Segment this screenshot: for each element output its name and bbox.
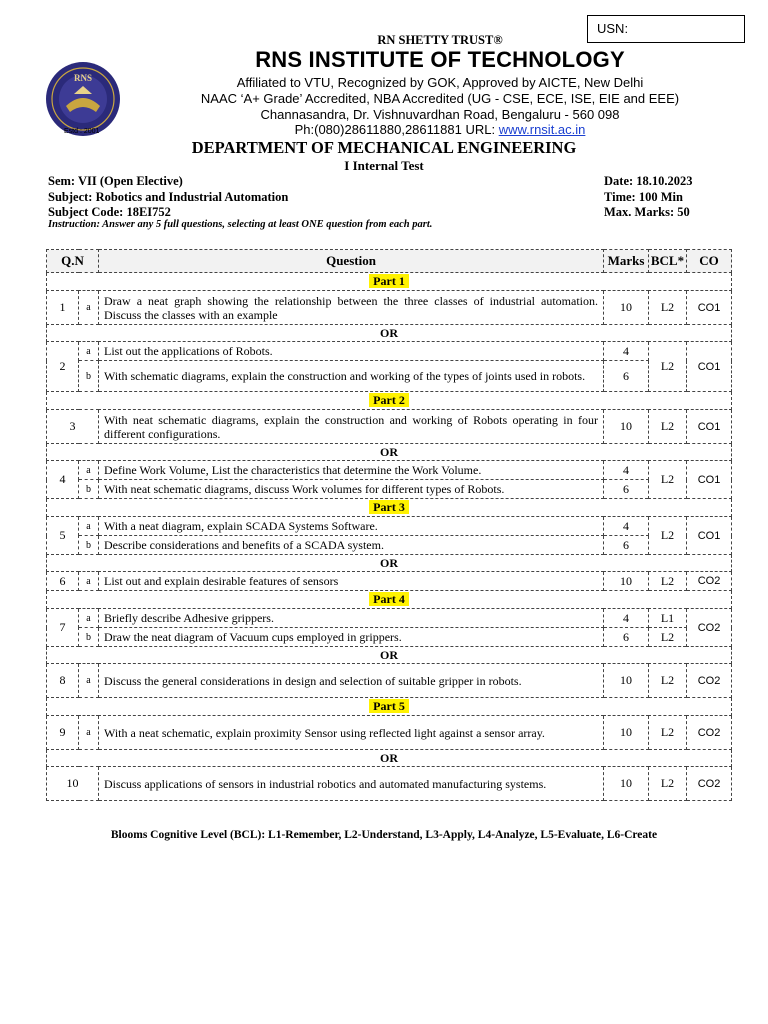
or-divider: OR xyxy=(47,555,732,572)
question-text: With schematic diagrams, explain the construction and working of the types of joints used in robots. xyxy=(99,361,604,392)
table-row: 8 a Discuss the general considerations in design and selection of suitable gripper in robots. 10 L2 CO2 xyxy=(47,664,732,698)
question-text: List out and explain desirable features of sensors xyxy=(99,572,604,591)
header-bcl: BCL* xyxy=(649,250,687,273)
question-text: Briefly describe Adhesive grippers. xyxy=(99,609,604,628)
test-title: I Internal Test xyxy=(344,158,424,173)
question-text: Discuss the general considerations in design and selection of suitable gripper in robots. xyxy=(99,664,604,698)
exam-date: Date: 18.10.2023 xyxy=(604,174,693,188)
max-marks: Max. Marks: 50 xyxy=(604,205,690,219)
part-label: Part 1 xyxy=(369,274,409,288)
table-row: 10 Discuss applications of sensors in industrial robotics and automated manufacturing systems. 10 L2 CO2 xyxy=(47,767,732,801)
header-question: Question xyxy=(99,250,604,273)
question-text: With a neat schematic, explain proximity Sensor using reflected light against a sensor array. xyxy=(99,716,604,750)
part-heading xyxy=(47,591,732,609)
header-co: CO xyxy=(687,250,732,273)
affiliation-line: Affiliated to VTU, Recognized by GOK, Approved by AICTE, New Delhi xyxy=(236,75,644,90)
institute-logo xyxy=(44,60,122,138)
table-row: 4 a Define Work Volume, List the characteristics that determine the Work Volume. 4 L2 CO1 xyxy=(47,461,732,480)
or-divider: OR xyxy=(47,325,732,342)
question-text: List out the applications of Robots. xyxy=(99,342,604,361)
part-label: Part 3 xyxy=(369,500,409,514)
question-text: With neat schematic diagrams, discuss Work volumes for different types of Robots. xyxy=(99,480,604,499)
contact-line xyxy=(150,122,730,137)
table-row: 3 With neat schematic diagrams, explain the construction and working of Robots operating in four different configurations. 10 L2 CO1 xyxy=(47,410,732,444)
or-divider: OR xyxy=(47,647,732,664)
table-row: 9 a With a neat schematic, explain proximity Sensor using reflected light against a sensor array. 10 L2 CO2 xyxy=(47,716,732,750)
question-text: Draw a neat graph showing the relationship between the three classes of industrial automation. Discuss the classes with an example xyxy=(99,291,604,325)
part-heading xyxy=(47,392,732,410)
department-title: DEPARTMENT OF MECHANICAL ENGINEERING xyxy=(191,138,577,157)
part-label: Part 4 xyxy=(369,592,409,606)
table-row: b With schematic diagrams, explain the construction and working of the types of joints used in robots. 6 xyxy=(47,361,732,392)
part-label: Part 5 xyxy=(369,699,409,713)
institute-name: RNS INSTITUTE OF TECHNOLOGY xyxy=(255,47,625,72)
table-row: 7 a Briefly describe Adhesive grippers. 4 L1 CO2 xyxy=(47,609,732,628)
table-row: b Draw the neat diagram of Vacuum cups employed in grippers. 6 L2 xyxy=(47,628,732,647)
address-line: Channasandra, Dr. Vishnuvardhan Road, Bengaluru - 560 098 xyxy=(260,107,620,122)
semester: Sem: VII (Open Elective) xyxy=(48,174,183,188)
established-year: Estd : 2001 xyxy=(64,128,100,135)
header-qn: Q.N xyxy=(47,250,99,273)
blooms-level-note: Blooms Cognitive Level (BCL): L1-Remember, L2-Understand, L3-Apply, L4-Analyze, L5-Evaluate, L6-Create xyxy=(110,829,658,841)
question-text: Define Work Volume, List the characteristics that determine the Work Volume. xyxy=(99,461,604,480)
accreditation-line: NAAC ‘A+ Grade’ Accredited, NBA Accredited (UG - CSE, ECE, ISE, EIE and EEE) xyxy=(200,91,680,106)
exam-info-right xyxy=(604,174,693,221)
question-table xyxy=(46,249,732,801)
table-row: 5 a With a neat diagram, explain SCADA Systems Software. 4 L2 CO1 xyxy=(47,517,732,536)
instruction: Instruction: Answer any 5 full questions, selecting at least ONE question from each part. xyxy=(48,219,433,230)
phone-text: Ph:(080)28611880,28611881 URL: xyxy=(294,122,499,137)
question-text: Draw the neat diagram of Vacuum cups employed in grippers. xyxy=(99,628,604,647)
part-heading xyxy=(47,273,732,291)
question-text: Discuss applications of sensors in industrial robotics and automated manufacturing systems. xyxy=(99,767,604,801)
table-row: b Describe considerations and benefits of a SCADA system. 6 xyxy=(47,536,732,555)
header-marks: Marks xyxy=(604,250,649,273)
table-header-row xyxy=(47,250,732,273)
part-heading xyxy=(47,499,732,517)
question-text: Describe considerations and benefits of a SCADA system. xyxy=(99,536,604,555)
subject-code: Subject Code: 18EI752 xyxy=(48,205,171,219)
table-row: 6 a List out and explain desirable features of sensors 10 L2 CO2 xyxy=(47,572,732,591)
part-label: Part 2 xyxy=(369,393,409,407)
usn-label: USN: xyxy=(597,21,629,36)
question-text: With neat schematic diagrams, explain the construction and working of Robots operating in four different configurations. xyxy=(99,410,604,444)
exam-time: Time: 100 Min xyxy=(604,189,683,204)
or-divider: OR xyxy=(47,750,732,767)
table-row: b With neat schematic diagrams, discuss Work volumes for different types of Robots. 6 xyxy=(47,480,732,499)
or-divider: OR xyxy=(47,444,732,461)
table-row: 1 a Draw a neat graph showing the relationship between the three classes of industrial automation. Discuss the classes with an example 10 L2 CO1 xyxy=(47,291,732,325)
exam-info-left xyxy=(48,174,288,221)
website-link[interactable]: www.rnsit.ac.in xyxy=(498,122,586,137)
part-heading xyxy=(47,698,732,716)
subject: Subject: Robotics and Industrial Automation xyxy=(48,189,289,204)
table-row: 2 a List out the applications of Robots. 4 L2 CO1 xyxy=(47,342,732,361)
svg-text:RNS: RNS xyxy=(73,73,93,83)
question-text: With a neat diagram, explain SCADA Systems Software. xyxy=(99,517,604,536)
trust-name: RN SHETTY TRUST® xyxy=(377,33,503,47)
